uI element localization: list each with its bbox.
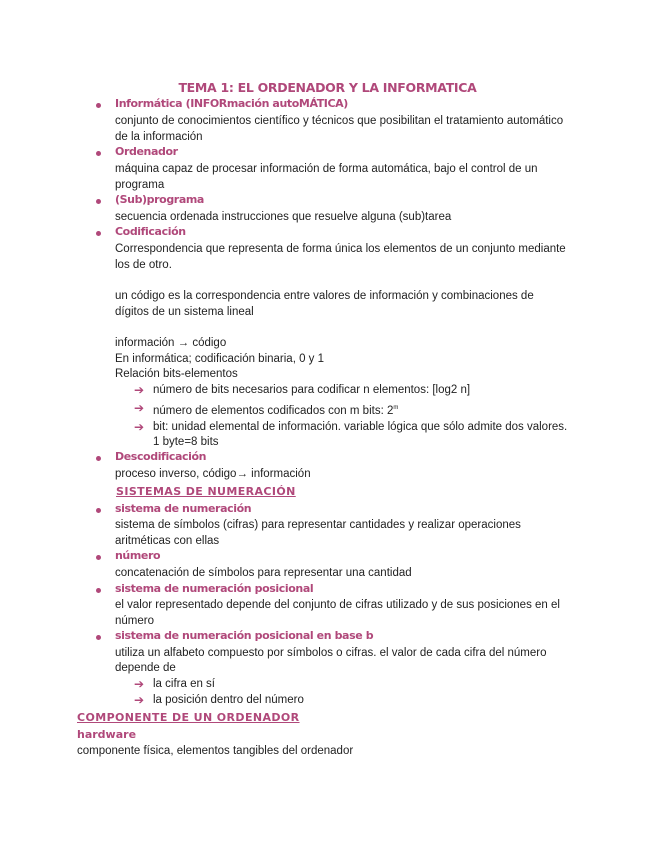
term-hardware: hardware xyxy=(77,728,137,741)
arrow-text-posicion: la posición dentro del número xyxy=(153,694,304,706)
codigo-def-1: un código es la correspondencia entre valores de información y combinaciones de xyxy=(115,290,534,302)
bullet-dot xyxy=(96,508,101,513)
def-codificacion-2: los de otro. xyxy=(115,259,172,271)
relacion-bits: Relación bits-elementos xyxy=(115,368,238,380)
bullet-dot xyxy=(96,456,101,461)
arrow-icon: ➔ xyxy=(134,693,145,707)
term-descodificacion: Descodificación xyxy=(115,450,207,463)
arrow-text-cifra: la cifra en sí xyxy=(153,678,215,690)
def-posicional-base-1: utiliza un alfabeto compuesto por símbolos o cifras. el valor de cada cifra del número xyxy=(115,647,547,659)
section-sistemas-numeracion: SISTEMAS DE NUMERACIÓN xyxy=(116,485,296,498)
arrow-icon: ➔ xyxy=(134,383,145,397)
section-componente: COMPONENTE DE UN ORDENADOR xyxy=(77,711,300,724)
term-posicional: sistema de numeración posicional xyxy=(115,582,314,595)
term-ordenador: Ordenador xyxy=(115,145,178,158)
def-codificacion-1: Correspondencia que representa de forma única los elementos de un conjunto mediante xyxy=(115,243,566,255)
bullet-dot xyxy=(96,199,101,204)
def-numero: concatenación de símbolos para representar una cantidad xyxy=(115,567,412,579)
bullet-dot xyxy=(96,151,101,156)
def-posicional-2: número xyxy=(115,615,154,627)
term-codificacion: Codificación xyxy=(115,225,186,238)
bullet-dot xyxy=(96,588,101,593)
info-codigo: información → código xyxy=(115,337,227,349)
def-ordenador-2: programa xyxy=(115,179,165,191)
term-posicional-base: sistema de numeración posicional en base b xyxy=(115,629,374,642)
arrow-icon: ➔ xyxy=(134,401,145,415)
term-subprograma: (Sub)programa xyxy=(115,193,204,206)
bullet-dot xyxy=(96,635,101,640)
def-informatica-2: de la información xyxy=(115,131,203,143)
arrow-text-bits: número de bits necesarios para codificar n elementos: [log2 n] xyxy=(153,384,471,396)
def-ordenador-1: máquina capaz de procesar información de forma automática, bajo el control de un xyxy=(115,163,538,175)
bullet-dot xyxy=(96,231,101,236)
def-sistema-numeracion-2: aritméticas con ellas xyxy=(115,535,220,547)
codigo-def-2: dígitos de un sistema lineal xyxy=(115,306,254,318)
page-title: TEMA 1: EL ORDENADOR Y LA INFORMATICA xyxy=(178,80,477,95)
codificacion-binaria: En informática; codificación binaria, 0 y 1 xyxy=(115,353,325,365)
def-hardware: componente física, elementos tangibles del ordenador xyxy=(77,745,354,757)
def-posicional-1: el valor representado depende del conjunto de cifras utilizado y de sus posiciones en el xyxy=(115,599,560,611)
byte-line: 1 byte=8 bits xyxy=(153,436,219,448)
def-sistema-numeracion-1: sistema de símbolos (cifras) para representar cantidades y realizar operaciones xyxy=(115,519,521,531)
term-sistema-numeracion: sistema de numeración xyxy=(115,502,252,515)
def-informatica-1: conjunto de conocimientos científico y técnicos que posibilitan el tratamiento automático xyxy=(115,115,564,127)
term-numero: número xyxy=(115,549,161,562)
bullet-dot xyxy=(96,555,101,560)
arrow-icon: ➔ xyxy=(134,677,145,691)
superscript-m: m xyxy=(393,405,399,411)
arrow-icon: ➔ xyxy=(134,420,145,434)
def-subprograma: secuencia ordenada instrucciones que resuelve alguna (sub)tarea xyxy=(115,211,452,223)
arrow-text-elementos: número de elementos codificados con m bits: 2$^m$ xyxy=(153,404,399,417)
arrow-text-bit: bit: unidad elemental de información. variable lógica que sólo admite dos valores. xyxy=(153,421,568,433)
def-posicional-base-2: depende de xyxy=(115,662,176,674)
term-informatica: Informática (INFORmación autoMÁTICA) xyxy=(115,97,348,110)
bullet-dot xyxy=(96,103,101,108)
def-descodificacion: proceso inverso, código→ información xyxy=(115,468,311,480)
